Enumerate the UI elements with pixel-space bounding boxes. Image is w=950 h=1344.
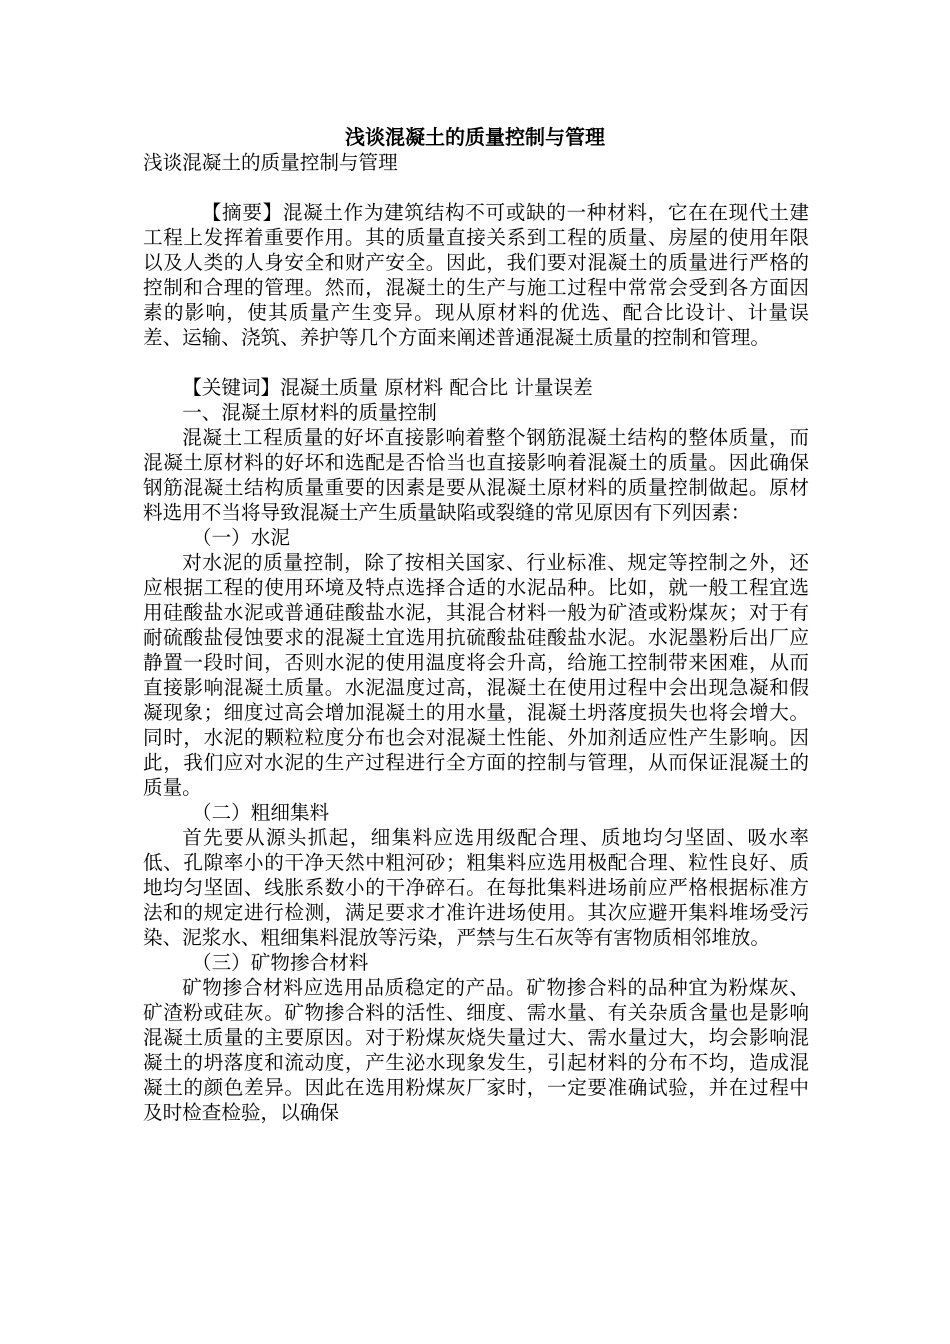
blank-line xyxy=(143,175,809,200)
document-subtitle: 浅谈混凝土的质量控制与管理 xyxy=(143,151,398,174)
blank-line xyxy=(143,350,809,375)
subsection-paragraph: 矿物掺合材料应选用品质稳定的产品。矿物掺合料的品种宜为粉煤灰、矿渣粉或硅灰。矿物掺合料的活性、细度、需水量、有关杂质含量也是影响混凝土质量的主要原因。对于粉煤灰烧失量过大、需水量过大，均会影响混凝土的坍落度和流动度，产生泌水现象发生，引起材料的分布不均，造成混凝土的颜色差异。因此在选用粉煤灰厂家时，一定要准确试验，并在过程中及时检查检验，以确保 xyxy=(143,976,809,1124)
subsection-heading: （二）粗细集料 xyxy=(192,801,330,824)
document-body xyxy=(143,150,809,1125)
subsection-heading: （一）水泥 xyxy=(192,526,290,549)
keywords-line: 【关键词】混凝土质量 原材料 配合比 计量误差 xyxy=(182,376,593,399)
section-heading: 一、混凝土原材料的质量控制 xyxy=(182,401,437,424)
document-title: 浅谈混凝土的质量控制与管理 xyxy=(345,125,605,149)
subsection-paragraph: 首先要从源头抓起，细集料应选用级配合理、质地均匀坚固、吸水率低、孔隙率小的干净天然中粗河砂；粗集料应选用极配合理、粒性良好、质地均匀坚固、线胀系数小的干净碎石。在每批集料进场前应严格根据标准方法和的规定进行检测，满足要求才准许进场使用。其次应避开集料堆场受污染、泥浆水、粗细集料混放等污染，严禁与生石灰等有害物质相邻堆放。 xyxy=(143,826,809,949)
section-paragraph: 混凝土工程质量的好坏直接影响着整个钢筋混凝土结构的整体质量，而混凝土原材料的好坏和选配是否恰当也直接影响着混凝土的质量。因此确保钢筋混凝土结构质量重要的因素是要从混凝土原材料的质量控制做起。原材料选用不当将导致混凝土产生质量缺陷或裂缝的常见原因有下列因素： xyxy=(143,426,809,524)
subsection-paragraph: 对水泥的质量控制，除了按相关国家、行业标准、规定等控制之外，还应根据工程的使用环境及特点选择合适的水泥品种。比如，就一般工程宜选用硅酸盐水泥或普通硅酸盐水泥，其混合材料一般为矿渣或粉煤灰；对于有耐硫酸盐侵蚀要求的混凝土宜选用抗硫酸盐硅酸盐水泥。水泥墨粉后出厂应静置一段时间，否则水泥的使用温度将会升高，给施工控制带来困难，从而直接影响混凝土质量。水泥温度过高，混凝土在使用过程中会出现急凝和假凝现象；细度过高会增加混凝土的用水量，混凝土坍落度损失也将会增大。同时，水泥的颗粒粒度分布也会对混凝土性能、外加剂适应性产生影响。因此，我们应对水泥的生产过程进行全方面的控制与管理，从而保证混凝土的质量。 xyxy=(143,551,809,799)
subsection-heading: （三）矿物掺合材料 xyxy=(192,951,369,974)
abstract-paragraph: 【摘要】混凝土作为建筑结构不可或缺的一种材料，它在在现代土建工程上发挥着重要作用。其的质量直接关系到工程的质量、房屋的使用年限以及人类的人身安全和财产安全。因此，我们要对混凝土的质量进行严格的控制和合理的管理。然而，混凝土的生产与施工过程中常常会受到各方面因素的影响，使其质量产生变异。现从原材料的优选、配合比设计、计量误差、运输、浇筑、养护等几个方面来阐述普通混凝土质量的控制和管理。 xyxy=(143,201,809,349)
